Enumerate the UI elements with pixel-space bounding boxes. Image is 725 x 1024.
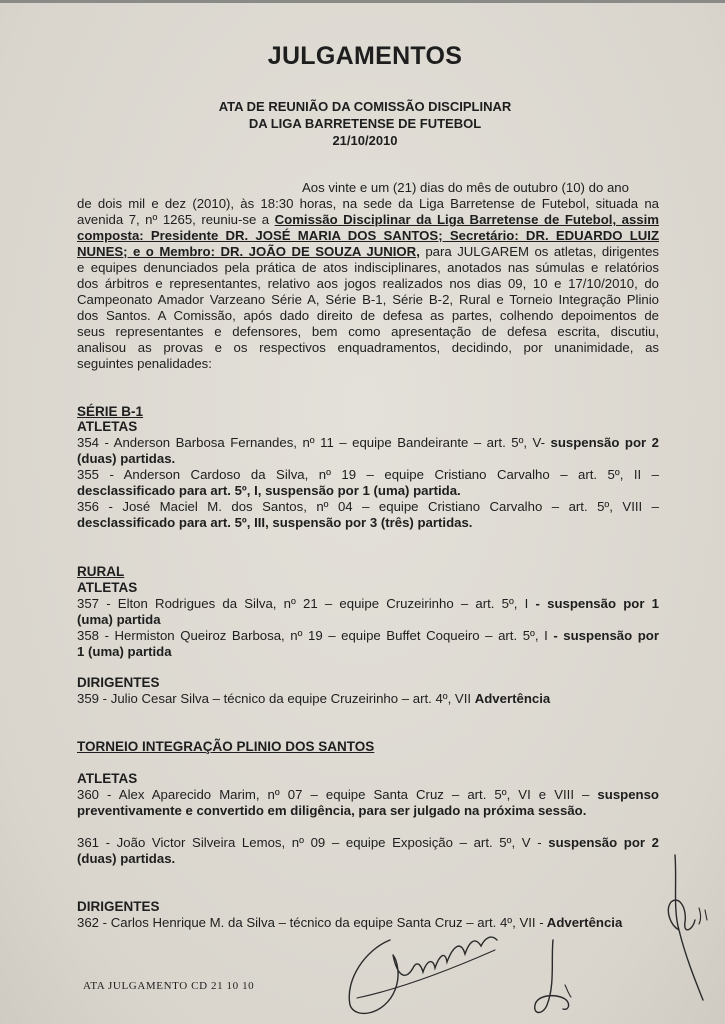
section-torneio-heading: TORNEIO INTEGRAÇÃO PLINIO DOS SANTOS: [77, 739, 375, 754]
intro-line-7: dos árbitros e representantes, relativo aos jogos realizados nos dias 09, 10 e 17/10/2010, do: [77, 276, 659, 291]
item-358-text: 358 - Hermiston Queiroz Barbosa, nº 19 – equipe Buffet Coqueiro – art. 5º, I: [77, 628, 548, 643]
item-355-penalty: desclassificado para art. 5º, I, suspensão por 1 (uma) partida.: [77, 483, 461, 498]
page-top-edge: [0, 0, 725, 3]
item-358-penalty: - suspensão por: [547, 628, 659, 643]
item-359-penalty: Advertência: [474, 691, 551, 706]
item-359: [77, 691, 550, 707]
intro-line-12: seguintes penalidades:: [77, 356, 212, 371]
item-360-penalty-cont: preventivamente e convertido em diligência, para ser julgado na próxima sessão.: [77, 803, 587, 818]
signature-member: [655, 850, 715, 1010]
item-354: [77, 435, 659, 451]
intro-line-11: analisou as provas e os respectivos enquadramentos, decidindo, por unanimidade, as: [77, 340, 659, 355]
subtitle-date: 21/10/2010: [332, 133, 398, 148]
intro-line-1: Aos vinte e um (21) dias do mês de outubro (10) do ano: [302, 180, 629, 195]
subtitle-line-2: DA LIGA BARRETENSE DE FUTEBOL: [248, 116, 482, 131]
item-357-penalty: - suspensão por 1: [535, 596, 659, 611]
commission-member: NUNES; e o Membro: DR. JOÃO DE SOUZA JUNIOR,: [77, 244, 420, 259]
item-356: 356 - José Maciel M. dos Santos, nº 04 – equipe Cristiano Carvalho – art. 5º, VIII –: [77, 499, 659, 514]
item-357-text: 357 - Elton Rodrigues da Silva, nº 21 – equipe Cruzeirinho – art. 5º, I: [77, 596, 536, 611]
commission-composition: composta: Presidente DR. JOSÉ MARIA DOS SANTOS; Secretário: DR. EDUARDO LUIZ: [77, 228, 659, 243]
item-361-penalty-cont: (duas) partidas.: [77, 851, 176, 866]
item-358-penalty-cont: 1 (uma) partida: [77, 644, 172, 659]
rural-atletas-heading: ATLETAS: [77, 580, 138, 595]
intro-line-3: [77, 212, 659, 228]
section-serie-b1-heading: SÉRIE B-1: [77, 404, 144, 419]
intro-line-8: Campeonato Amador Varzeano Série A, Série B-1, Série B-2, Rural e Torneio Integração Plinio: [77, 292, 659, 307]
item-355: 355 - Anderson Cardoso da Silva, nº 19 – equipe Cristiano Carvalho – art. 5º, II –: [77, 467, 659, 482]
item-354-penalty-cont: (duas) partidas.: [77, 451, 176, 466]
torneio-dirigentes-heading: DIRIGENTES: [77, 899, 160, 914]
item-361-penalty: suspensão por 2: [541, 835, 659, 850]
item-359-text: 359 - Julio Cesar Silva – técnico da equipe Cruzeirinho – art. 4º, VII: [77, 691, 475, 706]
commission-name: Comissão Disciplinar da Liga Barretense de Futebol, assim: [274, 212, 660, 227]
item-361-text: 361 - João Victor Silveira Lemos, nº 09 – equipe Exposição – art. 5º, V -: [77, 835, 542, 850]
subtitle-line-1: ATA DE REUNIÃO DA COMISSÃO DISCIPLINAR: [218, 99, 512, 114]
item-361: [77, 835, 659, 851]
intro-line-6: e equipes denunciados pela prática de atos indisciplinares, anotados nas súmulas e relatórios: [77, 260, 659, 275]
item-358: [77, 628, 659, 644]
item-360-text: 360 - Alex Aparecido Marim, nº 07 – equipe Santa Cruz – art. 5º, VI e VIII –: [77, 787, 590, 802]
rural-dirigentes-heading: DIRIGENTES: [77, 675, 160, 690]
torneio-atletas-heading: ATLETAS: [77, 771, 138, 786]
item-360-penalty: suspenso: [589, 787, 659, 802]
intro-line-9: dos Santos. A Comissão, após dado direito de defesa as partes, colhendo depoimentos de: [77, 308, 659, 323]
document-title: JULGAMENTOS: [267, 42, 463, 70]
item-354-penalty: suspensão por 2: [545, 435, 659, 450]
item-357: [77, 596, 659, 612]
signature-secretary: [525, 935, 585, 1020]
signature-president: [335, 920, 505, 1020]
item-354-text: 354 - Anderson Barbosa Fernandes, nº 11 – equipe Bandeirante – art. 5º, V-: [77, 435, 546, 450]
serie-b1-atletas-heading: ATLETAS: [77, 419, 138, 434]
item-356-penalty: desclassificado para art. 5º, III, suspensão por 3 (três) partidas.: [77, 515, 473, 530]
intro-line-10: seus representantes e defensores, bem como apresentação de defesa escrita, discutiu,: [77, 324, 659, 339]
item-362-penalty: Advertência: [543, 915, 623, 930]
intro-line-5-text: para JULGAREM os atletas, dirigentes: [419, 244, 660, 259]
section-rural-heading: RURAL: [77, 564, 125, 579]
intro-line-3-text: avenida 7, nº 1265, reuniu-se a: [77, 212, 275, 227]
intro-line-2: de dois mil e dez (2010), às 18:30 horas, na sede da Liga Barretense de Futebol, situada na: [77, 196, 659, 211]
item-360: [77, 787, 659, 803]
intro-line-5: [77, 244, 659, 260]
item-357-penalty-cont: (uma) partida: [77, 612, 161, 627]
document-footer: ATA JULGAMENTO CD 21 10 10: [83, 980, 255, 992]
item-362-text: 362 - Carlos Henrique M. da Silva – técnico da equipe Santa Cruz – art. 4º, VII -: [77, 915, 544, 930]
